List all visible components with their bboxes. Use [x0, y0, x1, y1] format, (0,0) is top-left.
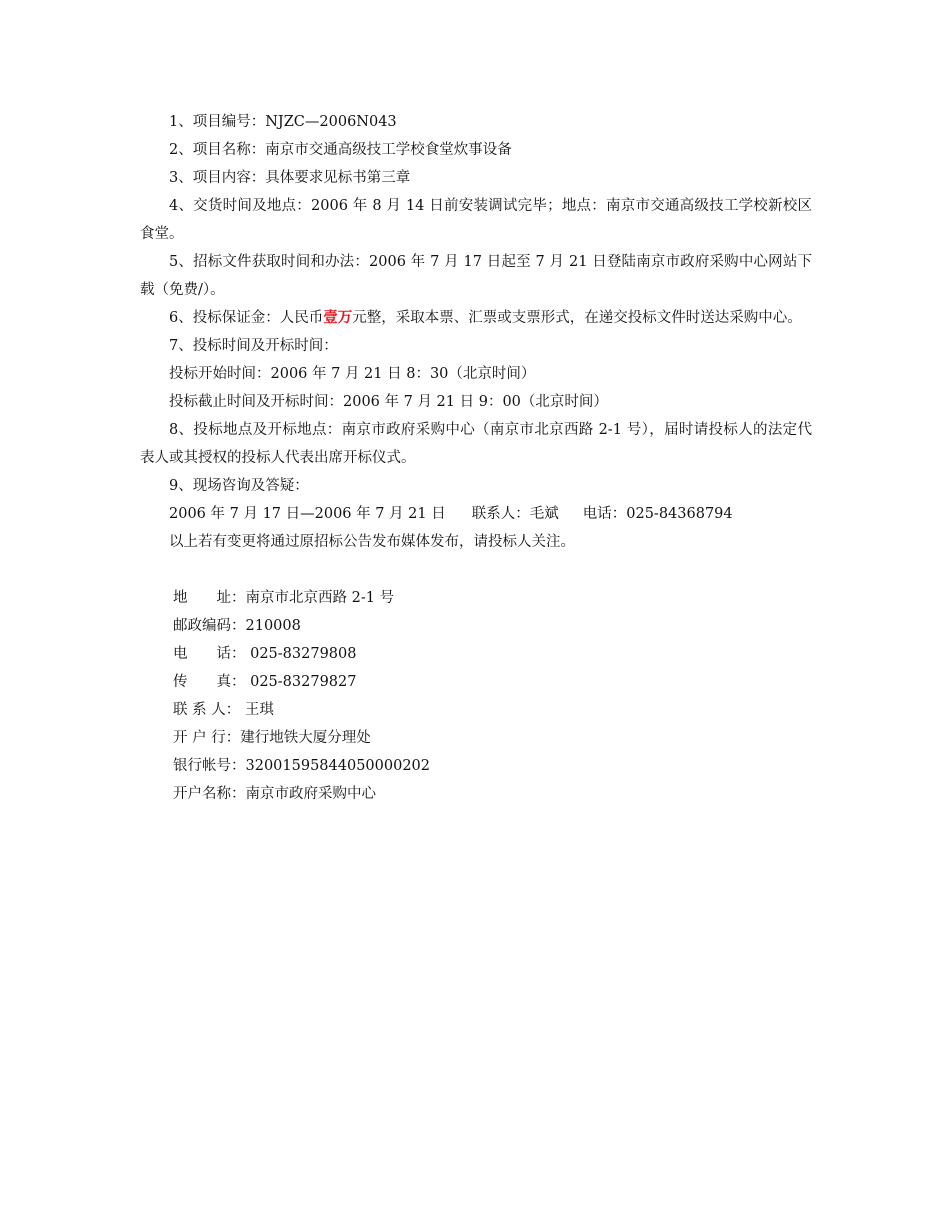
account-name-value: 南京市政府采购中心	[245, 786, 376, 802]
account-value: 32001595844050000202	[245, 758, 431, 774]
phone-line	[140, 640, 812, 668]
bank-label: 开 户 行：	[173, 730, 241, 746]
account-name-label: 开户名称：	[173, 786, 246, 802]
item-delivery: 4、交货时间及地点：2006 年 8 月 14 日前安装调试完毕；地点：南京市交通高级技工学校新校区食堂。	[140, 198, 812, 242]
bank-value: 建行地铁大厦分理处	[240, 730, 371, 746]
contact-person-value: 王琪	[240, 702, 274, 718]
contact-person-line	[140, 696, 812, 724]
item-project-content: 3、项目内容：具体要求见标书第三章	[169, 170, 411, 186]
consultation-contact: 联系人：毛斌	[471, 506, 559, 522]
phone-value: 025-83279808	[245, 646, 357, 662]
fax-value: 025-83279827	[245, 674, 357, 690]
bid-bond-suffix: 元整，采取本票、汇票或支票形式，在递交投标文件时送达采购中心。	[352, 310, 802, 326]
bid-bond-amount: 壹万	[323, 309, 353, 326]
bid-deadline-time: 投标截止时间及开标时间：2006 年 7 月 21 日 9：00（北京时间）	[169, 394, 608, 410]
postcode-label: 邮政编码：	[173, 618, 246, 634]
bid-bond-prefix: 6、投标保证金：人民币	[169, 310, 324, 326]
bank-line	[140, 724, 812, 752]
account-name-line	[140, 780, 812, 808]
document-page	[140, 108, 812, 808]
change-notice: 以上若有变更将通过原招标公告发布媒体发布，请投标人关注。	[169, 534, 575, 550]
postcode-value: 210008	[245, 618, 301, 634]
consultation-phone: 电话：025-84368794	[582, 506, 733, 522]
address-value: 南京市北京西路 2-1 号	[245, 590, 395, 606]
bid-start-time: 投标开始时间：2006 年 7 月 21 日 8：30（北京时间）	[169, 366, 536, 382]
consultation-details	[140, 500, 812, 528]
phone-label: 电 话：	[173, 646, 246, 662]
account-line	[140, 752, 812, 780]
account-label: 银行帐号：	[173, 758, 246, 774]
contact-person-label: 联 系 人：	[173, 702, 241, 718]
address-line	[140, 584, 812, 612]
item-bid-location: 8、投标地点及开标地点：南京市政府采购中心（南京市北京西路 2-1 号），届时请投标人的法定代表人或其授权的投标人代表出席开标仪式。	[140, 422, 812, 466]
item-bid-time: 7、投标时间及开标时间：	[169, 338, 338, 354]
item-bid-bond	[140, 304, 812, 332]
address-label: 地 址：	[173, 590, 246, 606]
fax-label: 传 真：	[173, 674, 246, 690]
consultation-dates: 2006 年 7 月 17 日—2006 年 7 月 21 日	[169, 506, 446, 522]
fax-line	[140, 668, 812, 696]
item-project-name: 2、项目名称：南京市交通高级技工学校食堂炊事设备	[169, 142, 512, 158]
item-consultation: 9、现场咨询及答疑：	[169, 478, 309, 494]
item-project-number: 1、项目编号：NJZC—2006N043	[169, 114, 397, 130]
postcode-line	[140, 612, 812, 640]
item-document-acquisition: 5、招标文件获取时间和办法：2006 年 7 月 17 日起至 7 月 21 日登陆南京市政府采购中心网站下载（免费/）。	[140, 254, 812, 298]
